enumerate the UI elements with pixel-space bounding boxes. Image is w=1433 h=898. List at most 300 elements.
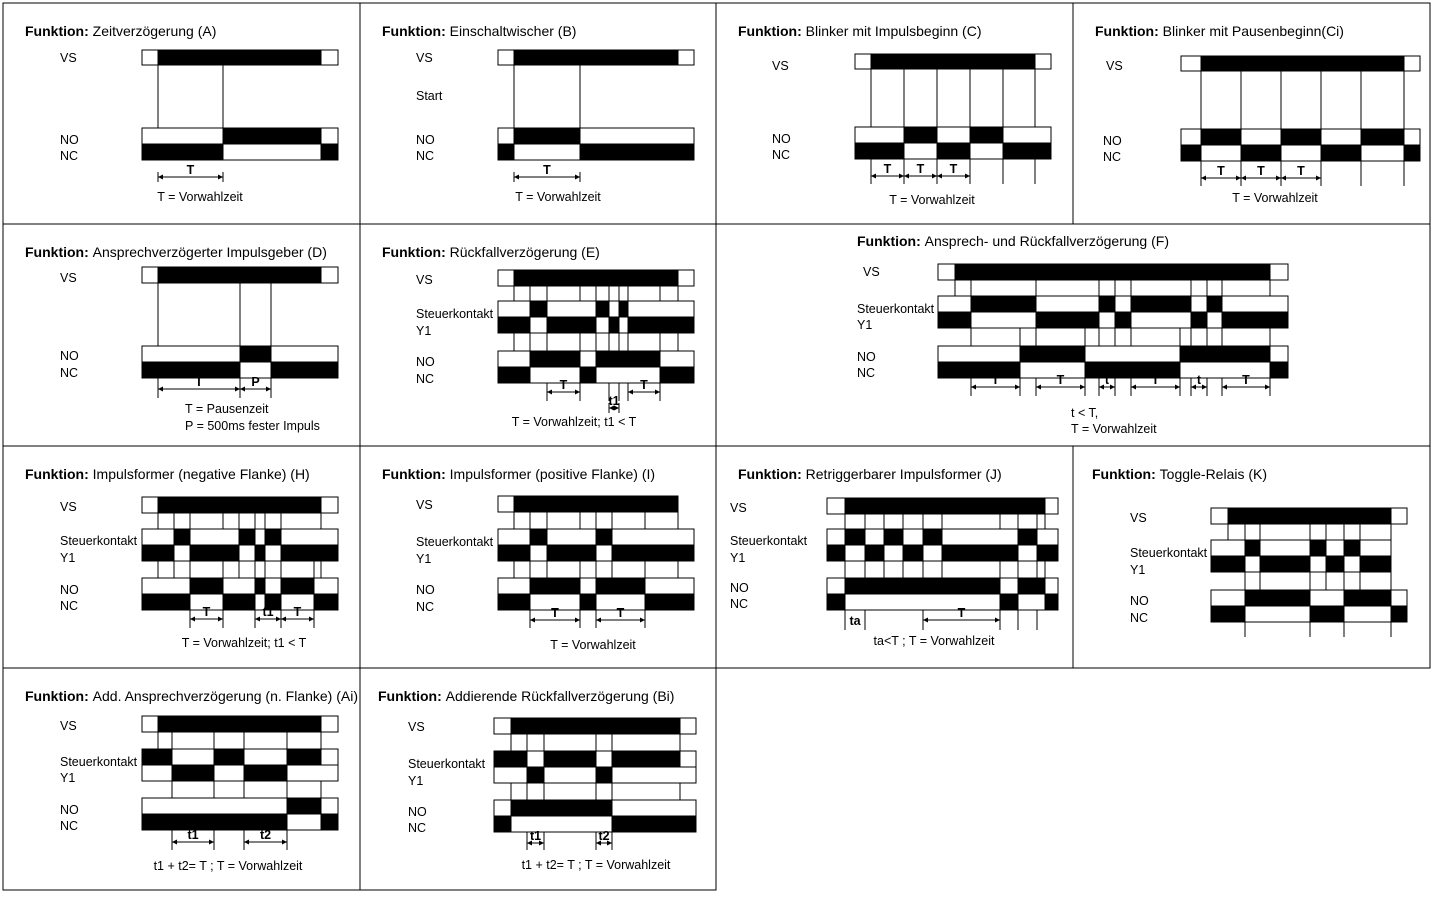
no-nc-signal-lower-on-segment	[612, 816, 696, 832]
no-nc-signal-upper-on-segment	[287, 798, 321, 814]
panel-a	[3, 3, 360, 224]
steuerkontakt-label: Steuerkontakt	[416, 307, 494, 321]
y1-signal-upper-on-segment	[142, 749, 172, 765]
no-nc-signal-lower	[142, 144, 338, 160]
arrow-head	[255, 617, 260, 622]
arrow-head	[1099, 385, 1104, 390]
panel-note: P = 500ms fester Impuls	[185, 419, 320, 433]
no-nc-signal-upper-frame	[855, 127, 1051, 143]
panel-note: ta<T ; T = Vorwahlzeit	[873, 634, 995, 648]
no-nc-signal-lower-on-segment	[1241, 145, 1281, 161]
funktion-label: Funktion:	[738, 466, 806, 482]
y1-signal-upper	[938, 296, 1288, 312]
panel-function-name: Einschaltwischer (B)	[449, 23, 577, 39]
arrow-head	[235, 387, 240, 392]
arrow-head	[209, 840, 214, 845]
y1-signal-upper-on-segment	[619, 301, 628, 317]
arrow-head	[932, 174, 937, 179]
no-nc-signal-upper	[1181, 129, 1420, 145]
y1-signal-upper	[498, 301, 694, 317]
no-nc-signal-upper-on-segment	[1020, 346, 1085, 362]
vs-label: VS	[408, 720, 425, 734]
arrow-head	[1265, 385, 1270, 390]
y1-signal-upper-on-segment	[612, 751, 680, 767]
steuerkontakt-label: Steuerkontakt	[416, 535, 494, 549]
panel-note: T = Pausenzeit	[185, 402, 269, 416]
y1-label: Y1	[730, 551, 746, 565]
panel-c	[716, 3, 1073, 224]
no-nc-signal-lower-on-segment	[1270, 362, 1288, 378]
no-nc-signal-lower-on-segment	[271, 362, 338, 378]
nc-label: NC	[772, 148, 791, 162]
dimension-label: T	[202, 605, 211, 619]
no-nc-signal-upper-on-segment	[281, 578, 314, 594]
arrow-head	[218, 175, 223, 180]
y1-signal-lower-on-segment	[609, 317, 619, 333]
arrow-head	[628, 390, 633, 395]
vs-signal	[142, 267, 338, 283]
vs-signal	[142, 497, 338, 513]
vs-label: VS	[60, 51, 77, 65]
y1-signal-lower-on-segment	[498, 545, 530, 561]
vs-signal-on-segment	[1228, 508, 1391, 524]
funktion-label: Funktion:	[25, 23, 93, 39]
arrow-head	[309, 617, 314, 622]
y1-signal-lower-on-segment	[527, 767, 544, 783]
y1-signal-upper-on-segment	[1310, 540, 1326, 556]
panel-function-name: Ansprech- und Rückfallverzögerung (F)	[924, 233, 1169, 249]
time-dimension	[871, 162, 904, 181]
y1-signal-upper-on-segment	[287, 749, 321, 765]
no-nc-signal-upper	[498, 351, 694, 367]
y1-signal-lower-on-segment	[942, 545, 1018, 561]
no-label: NO	[60, 803, 79, 817]
arrow-head	[899, 174, 904, 179]
vs-signal	[498, 270, 694, 286]
dimension-label: t2	[598, 829, 610, 843]
no-nc-signal-upper	[494, 800, 696, 816]
arrow-head	[514, 175, 519, 180]
arrow-head	[530, 618, 535, 623]
y1-label: Y1	[1130, 563, 1146, 577]
y1-signal-lower-frame	[494, 767, 696, 783]
y1-signal	[498, 529, 694, 561]
no-nc-signal-lower	[1211, 606, 1407, 622]
no-nc-signal-lower-on-segment	[1181, 145, 1201, 161]
panel-title	[382, 23, 576, 39]
no-nc-signal-upper-on-segment	[845, 578, 1000, 594]
no-label: NO	[730, 581, 749, 595]
time-dimension	[514, 163, 580, 182]
panel-function-name: Impulsformer (positive Flanke) (I)	[449, 466, 656, 482]
panel-note: T = Vorwahlzeit	[157, 190, 243, 204]
no-nc-signal-lower-on-segment	[498, 594, 530, 610]
no-nc-signal-upper	[827, 578, 1058, 594]
arrow-head	[596, 618, 601, 623]
dimension-label: T	[1242, 373, 1250, 387]
dimension-label: T	[559, 378, 568, 392]
steuerkontakt-label: Steuerkontakt	[857, 302, 935, 316]
y1-signal-upper-on-segment	[530, 301, 547, 317]
y1-signal-upper-on-segment	[1099, 296, 1115, 312]
no-nc-signal-upper	[142, 128, 338, 144]
vs-signal-on-segment	[158, 497, 321, 513]
no-nc-signal-upper	[498, 128, 694, 144]
no-nc-signal-lower	[142, 814, 338, 830]
arrow-head	[190, 617, 195, 622]
funktion-label: Funktion:	[382, 23, 450, 39]
no-nc-signal-upper-on-segment	[530, 351, 580, 367]
y1-signal-upper-on-segment	[845, 529, 865, 545]
y1-signal-lower-on-segment	[190, 545, 239, 561]
vs-signal-on-segment	[514, 50, 678, 65]
panel-title	[382, 466, 655, 482]
nc-label: NC	[60, 149, 79, 163]
y1-signal-lower-on-segment	[1191, 312, 1207, 328]
no-nc-signal-upper-on-segment	[1180, 346, 1270, 362]
vs-signal-on-segment	[158, 716, 321, 732]
y1-label: Y1	[60, 551, 76, 565]
no-nc-signal-lower-on-segment	[1404, 145, 1420, 161]
vs-signal	[827, 498, 1058, 514]
y1-signal-upper	[498, 529, 694, 545]
dimension-label: T	[1217, 164, 1225, 178]
no-nc-signal-upper-on-segment	[511, 800, 612, 816]
arrow-head	[1201, 176, 1206, 181]
no-nc-signal-lower-on-segment	[1003, 143, 1051, 159]
time-dimension	[1281, 164, 1321, 183]
y1-signal-upper-on-segment	[494, 751, 527, 767]
arrow-head	[282, 840, 287, 845]
panel-title	[25, 688, 358, 704]
panel-b	[360, 3, 716, 224]
y1-signal-lower	[498, 545, 694, 561]
no-nc-signal-upper-on-segment	[530, 578, 580, 594]
y1-signal-upper-on-segment	[265, 529, 281, 545]
vs-label: VS	[730, 501, 747, 515]
no-nc-signal-lower-on-segment	[645, 594, 694, 610]
dimension-label: T	[186, 163, 195, 177]
arrow-head	[640, 618, 645, 623]
time-dimension	[1201, 164, 1241, 183]
no-nc-signal-lower-on-segment	[498, 367, 530, 383]
y1-signal-lower	[494, 767, 696, 783]
y1-signal-upper-on-segment	[1018, 529, 1037, 545]
no-nc-signal	[498, 128, 694, 160]
no-nc-signal-upper	[938, 346, 1288, 362]
dimension-label: T	[195, 375, 203, 389]
no-nc-signal-upper-on-segment	[596, 578, 645, 594]
time-dimension	[244, 828, 287, 847]
y1-signal-upper-on-segment	[1131, 296, 1191, 312]
panel-e	[360, 224, 716, 446]
no-nc-signal-lower-on-segment	[660, 367, 694, 383]
ta-label: ta	[849, 614, 861, 628]
no-nc-signal	[855, 127, 1051, 159]
panel-title	[25, 23, 216, 39]
y1-signal-lower-on-segment	[1360, 556, 1391, 572]
panel-function-name: Rückfallverzögerung (E)	[449, 244, 600, 260]
steuerkontakt-label: Steuerkontakt	[730, 534, 808, 548]
panel-function-name: Addierende Rückfallverzögerung (Bi)	[445, 688, 675, 704]
y1-signal-lower-on-segment	[1037, 545, 1058, 561]
dimension-label: T	[916, 162, 925, 176]
no-nc-signal-lower-on-segment	[938, 362, 1020, 378]
y1-signal-lower-on-segment	[244, 765, 287, 781]
panel-function-name: Toggle-Relais (K)	[1159, 466, 1268, 482]
steuerkontakt-label: Steuerkontakt	[60, 534, 138, 548]
nc-label: NC	[416, 600, 435, 614]
arrow-head	[1316, 176, 1321, 181]
no-nc-signal-lower-on-segment	[223, 594, 255, 610]
y1-signal-lower-on-segment	[547, 545, 596, 561]
y1-signal-lower-on-segment	[281, 545, 338, 561]
y1-signal	[498, 301, 694, 333]
arrow-head	[1191, 385, 1196, 390]
y1-label: Y1	[416, 324, 432, 338]
y1-signal-lower-on-segment	[612, 545, 694, 561]
no-nc-signal-lower-on-segment	[142, 594, 190, 610]
no-nc-signal-lower	[855, 143, 1051, 159]
no-nc-signal-lower-on-segment	[855, 143, 904, 159]
panel-note: t1 + t2= T ; T = Vorwahlzeit	[153, 859, 303, 873]
vs-label: VS	[60, 500, 77, 514]
no-nc-signal-lower	[142, 594, 338, 610]
dimension-label: t2	[259, 828, 272, 842]
no-nc-signal-lower-on-segment	[580, 367, 596, 383]
y1-signal	[1211, 540, 1391, 572]
panel-bi	[360, 668, 716, 890]
y1-signal-lower-on-segment	[142, 545, 174, 561]
y1-signal-upper-on-segment	[530, 529, 547, 545]
dimension-label: t1	[262, 605, 274, 619]
y1-signal-upper	[494, 751, 696, 767]
y1-signal-lower-on-segment	[1115, 312, 1131, 328]
no-nc-signal-lower-frame	[827, 594, 1058, 610]
nc-label: NC	[60, 819, 79, 833]
funktion-label: Funktion:	[25, 244, 93, 260]
funktion-label: Funktion:	[382, 466, 450, 482]
panel-title	[738, 23, 982, 39]
no-nc-signal-lower-on-segment	[1211, 606, 1245, 622]
vs-label: VS	[60, 719, 77, 733]
vs-signal	[498, 496, 678, 512]
arrow-head	[1236, 176, 1241, 181]
y1-signal-lower	[938, 312, 1288, 328]
funktion-label: Funktion:	[738, 23, 806, 39]
vs-label: VS	[1106, 59, 1123, 73]
no-label: NO	[1130, 594, 1149, 608]
arrow-head	[923, 618, 928, 623]
funktion-label: Funktion:	[1092, 466, 1160, 482]
no-nc-signal-upper-on-segment	[1361, 129, 1404, 145]
vs-label: VS	[60, 271, 77, 285]
start-label: Start	[416, 89, 443, 103]
no-nc-signal-lower-on-segment	[1085, 362, 1180, 378]
no-nc-signal-lower-on-segment	[321, 814, 338, 830]
y1-signal-lower-on-segment	[547, 317, 596, 333]
arrow-head	[575, 618, 580, 623]
dimension-label: T	[991, 373, 1000, 387]
dimension-label: T	[1297, 164, 1305, 178]
arrow-head	[1222, 385, 1227, 390]
arrow-head	[1202, 385, 1207, 390]
arrow-head	[971, 385, 976, 390]
panel-function-name: Blinker mit Pausenbeginn(Ci)	[1162, 23, 1344, 39]
y1-label: Y1	[60, 771, 76, 785]
no-nc-signal-lower-frame	[1181, 145, 1420, 161]
panel-note: T = Vorwahlzeit	[550, 638, 636, 652]
y1-signal	[142, 749, 338, 781]
no-nc-signal-upper	[142, 578, 338, 594]
y1-signal-lower-on-segment	[903, 545, 923, 561]
no-nc-signal-upper-on-segment	[514, 128, 580, 144]
time-dimension	[904, 162, 937, 181]
funktion-label: Funktion:	[382, 244, 450, 260]
vs-signal-on-segment	[514, 270, 678, 286]
vs-signal	[1211, 508, 1407, 524]
y1-signal-upper	[142, 529, 338, 545]
time-dimension	[937, 162, 970, 181]
no-nc-signal-upper	[855, 127, 1051, 143]
panel-title	[1092, 466, 1267, 482]
y1-signal-lower-frame	[142, 765, 338, 781]
no-nc-signal-lower	[827, 594, 1058, 610]
no-nc-signal-lower-on-segment	[1321, 145, 1361, 161]
y1-signal	[142, 529, 338, 561]
no-nc-signal-upper-on-segment	[255, 578, 265, 594]
y1-signal-lower	[142, 765, 338, 781]
time-dimension	[608, 394, 619, 413]
no-nc-signal-lower	[498, 367, 694, 383]
no-nc-signal-upper-on-segment	[1281, 129, 1321, 145]
no-nc-signal-lower	[498, 594, 694, 610]
y1-signal-lower-on-segment	[1036, 312, 1099, 328]
y1-signal-lower-on-segment	[172, 765, 214, 781]
no-nc-signal-lower-on-segment	[142, 362, 240, 378]
y1-label: Y1	[408, 774, 424, 788]
arrow-head	[158, 387, 163, 392]
vs-label: VS	[1130, 511, 1147, 525]
y1-signal-lower-on-segment	[255, 545, 265, 561]
panel-title	[25, 244, 327, 260]
steuerkontakt-label: Steuerkontakt	[1130, 546, 1208, 560]
vs-signal-on-segment	[1201, 56, 1404, 71]
no-nc-signal-lower-on-segment	[1045, 594, 1058, 610]
dimension-label: T	[957, 606, 966, 620]
no-nc-signal-upper	[498, 578, 694, 594]
y1-signal-upper-on-segment	[174, 529, 190, 545]
panel-title	[378, 688, 674, 704]
arrow-head	[904, 174, 909, 179]
panel-note: T = Vorwahlzeit	[889, 193, 975, 207]
dimension-label: T	[543, 163, 551, 177]
vs-signal-on-segment	[955, 264, 1270, 280]
no-nc-signal-lower	[494, 816, 696, 832]
no-nc-signal-upper-on-segment	[596, 351, 660, 367]
no-nc-signal	[142, 346, 338, 378]
funktion-label: Funktion:	[1095, 23, 1163, 39]
panel-note: T = Vorwahlzeit; t1 < T	[511, 415, 637, 429]
y1-signal-upper-on-segment	[923, 529, 942, 545]
time-dimension	[1241, 164, 1281, 183]
no-nc-signal-lower-on-segment	[1310, 606, 1344, 622]
no-nc-signal-upper-on-segment	[190, 578, 223, 594]
no-nc-signal	[938, 346, 1288, 378]
panel-k	[1073, 446, 1430, 668]
y1-signal-lower	[827, 545, 1058, 561]
arrow-head	[218, 617, 223, 622]
nc-label: NC	[60, 599, 79, 613]
no-nc-signal	[494, 800, 696, 832]
no-nc-signal	[142, 578, 338, 610]
vs-signal	[498, 50, 694, 65]
panel-title	[857, 233, 1169, 249]
no-nc-signal-lower-on-segment	[142, 144, 223, 160]
dimension-label: T	[1151, 373, 1160, 387]
nc-label: NC	[416, 149, 435, 163]
no-nc-signal	[827, 578, 1058, 610]
dimension-label: t1	[608, 394, 620, 408]
y1-signal	[494, 751, 696, 783]
arrow-head	[1281, 176, 1286, 181]
vs-signal-on-segment	[871, 54, 1035, 69]
no-nc-signal-lower-on-segment	[1391, 606, 1407, 622]
vs-signal	[142, 50, 338, 65]
dimension-label: T	[551, 606, 559, 620]
y1-signal-lower-on-segment	[865, 545, 884, 561]
panel-note: T = Vorwahlzeit	[1071, 422, 1157, 436]
funktion-label: Funktion:	[857, 233, 925, 249]
nc-label: NC	[60, 366, 79, 380]
y1-signal-upper-on-segment	[239, 529, 255, 545]
arrow-head	[1110, 385, 1115, 390]
y1-signal-lower-on-segment	[1260, 556, 1310, 572]
panel-note: t1 + t2= T ; T = Vorwahlzeit	[521, 858, 671, 872]
no-nc-signal	[498, 578, 694, 610]
no-nc-signal-upper-on-segment	[1245, 590, 1310, 606]
no-nc-signal-lower-on-segment	[1000, 594, 1018, 610]
vs-signal	[1181, 56, 1420, 71]
y1-signal-lower-on-segment	[1222, 312, 1288, 328]
panel-f	[716, 224, 1430, 446]
arrow-head	[1036, 385, 1041, 390]
arrow-head	[575, 390, 580, 395]
arrow-head	[244, 840, 249, 845]
no-nc-signal-upper	[142, 346, 338, 362]
y1-label: Y1	[857, 318, 873, 332]
dimension-label: T	[883, 162, 892, 176]
no-nc-signal	[498, 351, 694, 383]
panel-d	[3, 224, 360, 446]
nc-label: NC	[408, 821, 427, 835]
y1-signal-upper-on-segment	[1245, 540, 1260, 556]
y1-signal	[938, 296, 1288, 328]
vs-signal	[938, 264, 1288, 280]
panel-ai	[3, 668, 360, 890]
steuerkontakt-label: Steuerkontakt	[60, 755, 138, 769]
y1-signal-lower-on-segment	[1211, 556, 1245, 572]
funktion-label: Funktion:	[25, 466, 93, 482]
y1-signal-upper-on-segment	[214, 749, 244, 765]
no-label: NO	[416, 133, 435, 147]
panel-ci	[1073, 3, 1430, 224]
dimension-label: T	[1257, 164, 1265, 178]
arrow-head	[266, 387, 271, 392]
panel-function-name: Ansprechverzögerter Impulsgeber (D)	[92, 244, 327, 260]
arrow-head	[1276, 176, 1281, 181]
panel-function-name: Add. Ansprechverzögerung (n. Flanke) (Ai)	[92, 688, 359, 704]
